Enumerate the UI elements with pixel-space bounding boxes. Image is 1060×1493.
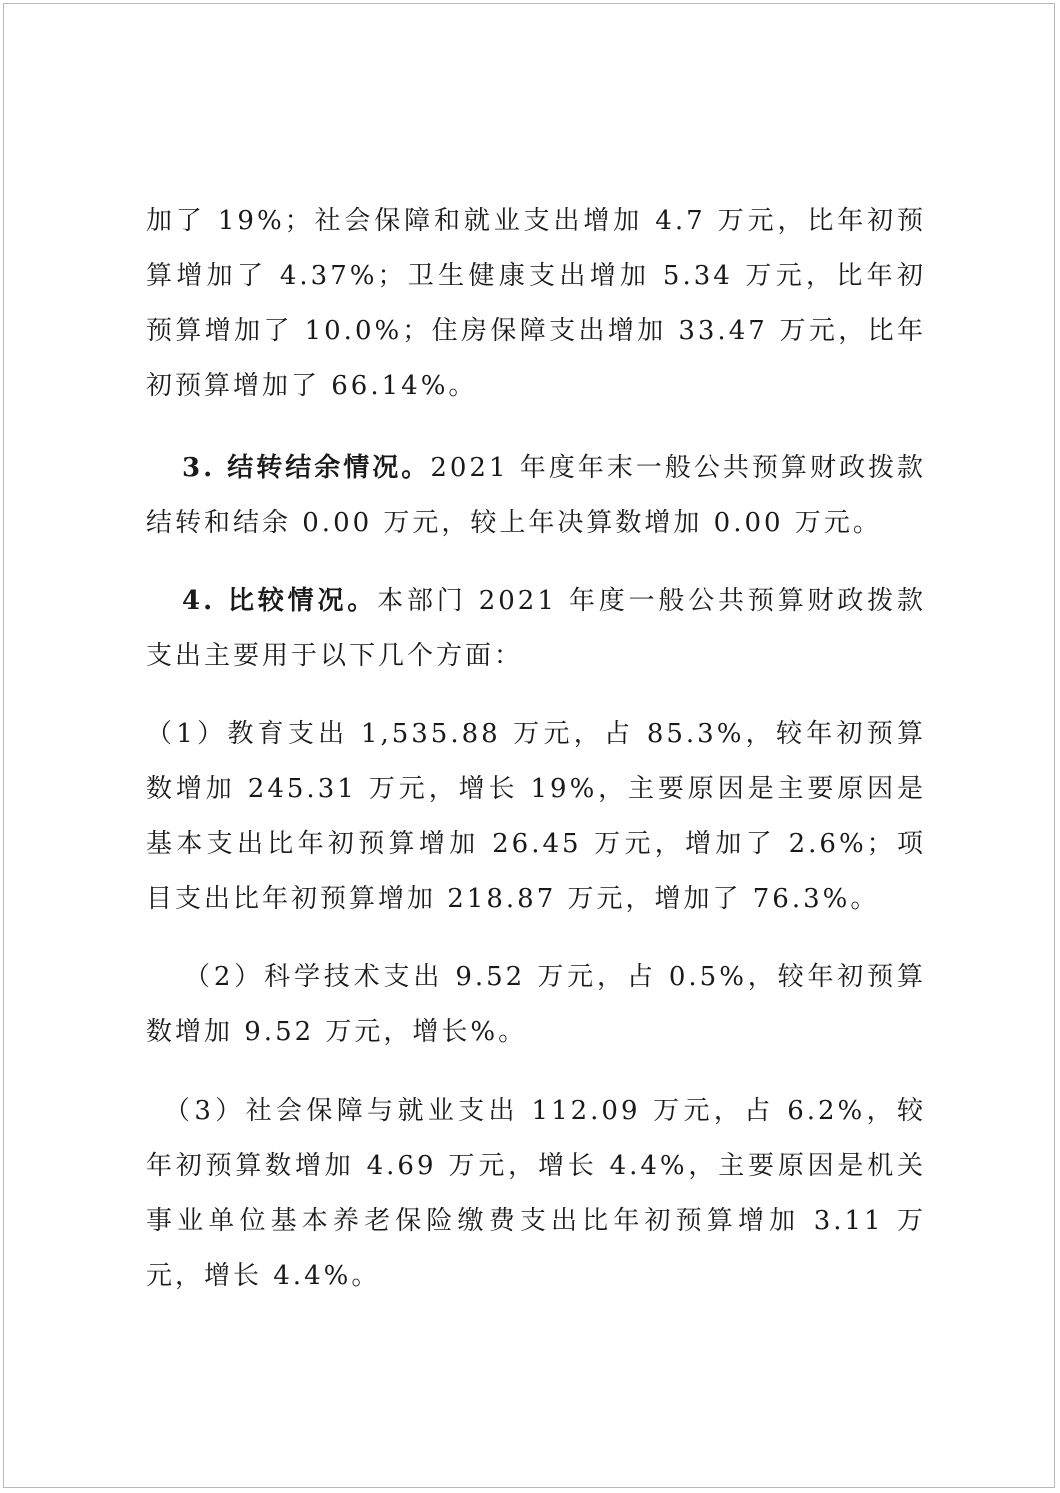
paragraph-comparison — [146, 574, 926, 684]
paragraph-text: （1）教育支出 1,535.88 万元，占 85.3%，较年初预算数增加 245.31 万元，增长 19%，主要原因是主要原因是基本支出比年初预算增加 26.45 万元，增加了 2.6%；项目支出比年初预算增加 218.87 万元，增加了 76.3%。 — [146, 719, 926, 914]
paragraph-text: （3）社会保障与就业支出 112.09 万元，占 6.2%，较年初预算数增加 4.69 万元，增长 4.4%，主要原因是机关事业单位基本养老保险缴费支出比年初预算增加 3.11 万 元，增长 4.4%。 — [146, 1096, 926, 1291]
document-page — [3, 3, 1055, 1488]
section-heading-carryover: 3. 结转结余情况。 — [182, 453, 431, 483]
paragraph-social-security — [146, 1084, 926, 1304]
section-heading-comparison: 4. 比较情况。 — [182, 586, 378, 616]
paragraph-text: （2）科学技术支出 9.52 万元，占 0.5%，较年初预算数增加 9.52 万元，增长%。 — [146, 962, 926, 1047]
paragraph-text: 加了 19%；社会保障和就业支出增加 4.7 万元，比年初预算增加了 4.37%；卫生健康支出增加 5.34 万元，比年初预算增加了 10.0%；住房保障支出增加 33.47 万元，比年初预算增加了 66.14%。 — [146, 206, 926, 401]
paragraph-text: 2021 年度年末一般公共预算财政拨款结转和结余 0.00 万元，较上年决算数增加 0.00 万元。 — [146, 453, 926, 538]
paragraph-expenditure-changes — [146, 194, 926, 414]
paragraph-carryover — [146, 441, 926, 551]
paragraph-science — [146, 950, 926, 1060]
paragraph-text: 本部门 2021 年度一般公共预算财政拨款支出主要用于以下几个方面： — [146, 586, 926, 671]
paragraph-education — [146, 707, 926, 927]
